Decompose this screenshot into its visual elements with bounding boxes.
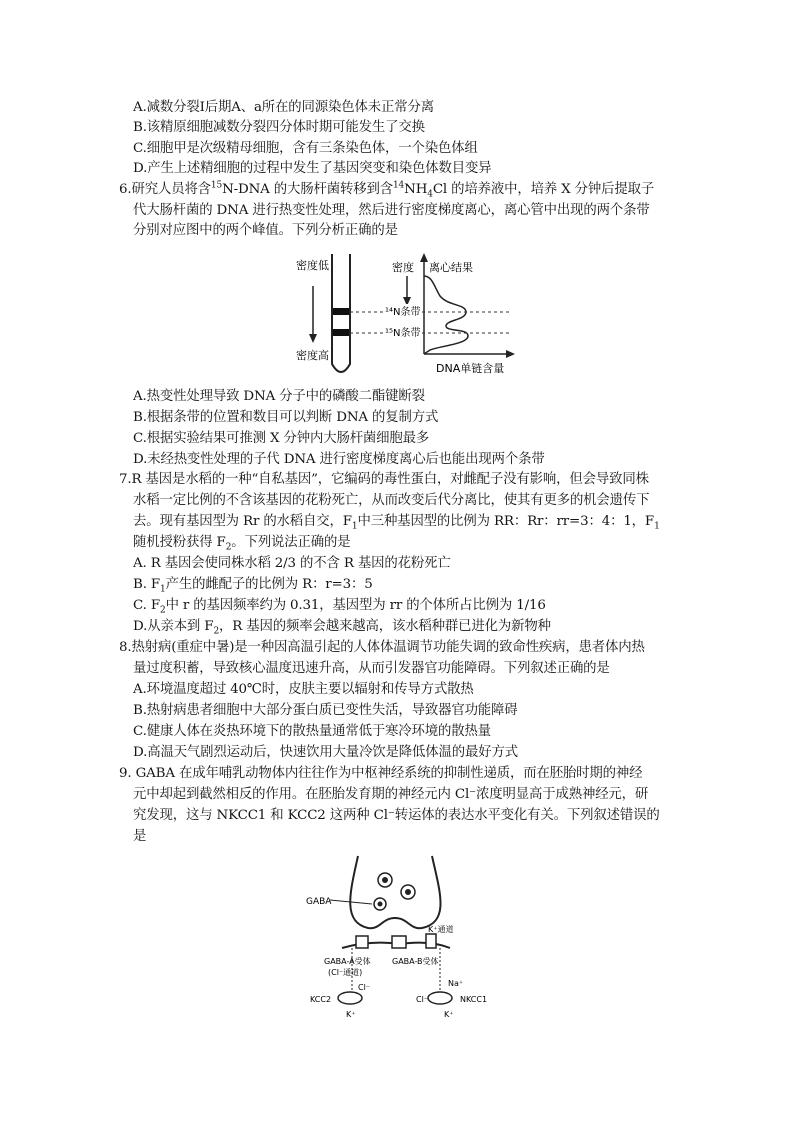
band-14n [333,308,349,315]
q9-stem-line-3: 究发现，这与 NKCC1 和 KCC2 这两种 Cl⁻转运体的表达水平变化有关。下列叙述错误的 [133,808,660,823]
q6-option-b: B.根据条带的位置和数目可以判断 DNA 的复制方式 [133,410,439,425]
label-k-channel: K⁺通道 [428,925,454,934]
q6-option-a: A.热变性处理导致 DNA 分子中的磷酸二酯键断裂 [133,389,425,404]
q6-option-c: C.根据实验结果可推测 X 分钟内大肠杆菌细胞最多 [133,431,430,446]
k-channel [426,934,436,948]
q7-option-d: D.从亲本到 $F_2$，R 基因的频率会越来越高，该水稻种群已进化为新物种 [133,619,551,637]
x-axis-label: DNA单链含量 [436,362,505,375]
label-14n-band: ¹⁴N条带 [385,307,421,318]
arrow-down-icon [309,334,317,343]
q7-stem-line-2: 水稻一定比例的不含该基因的花粉死亡，从而改变后代分离比，使其有更多的机会遗传下 [133,493,650,508]
q8-option-b: B.热射病患者细胞中大部分蛋白质已变性失活，导致器官功能障碍 [133,703,518,718]
graph-title: 离心结果 [429,261,473,274]
q7-option-a: A. R 基因会使同株水稻 2/3 的不含 R 基因的花粉死亡 [133,556,451,571]
q6-option-d: D.未经热变性处理的子代 DNA 进行密度梯度离心后也能出现两个条带 [133,452,545,467]
density-curve [424,276,468,354]
centrifuge-figure [280,246,520,386]
presynaptic-terminal [350,856,440,928]
label-cl-right: Cl⁻ [416,995,429,1004]
label-receptor-a-sub: (Cl⁻通道) [328,968,363,977]
q5-option-b: B.该精原细胞减数分裂四分体时期可能发生了交换 [133,120,425,135]
q8-option-a: A.环境温度超过 40℃时，皮肤主要以辐射和传导方式散热 [133,682,474,697]
q8-stem-line-1: 8.热射病(重症中暑)是一种因高温引起的人体体温调节功能失调的致命性疾病，患者体内热 [119,640,645,655]
kcc2-transporter [338,992,362,1004]
q7-option-b: B. $F_1$产生的雌配子的比例为 R：r=3：5 [133,577,373,595]
q9-stem-line-4: 是 [133,829,147,844]
label-gaba: GABA [306,897,332,907]
q8-option-d: D.高温天气剧烈运动后，快速饮用大量冷饮是降低体温的最好方式 [133,745,518,760]
q5-option-d: D.产生上述精细胞的过程中发生了基因突变和染色体数目变异 [133,161,492,176]
label-density-low: 密度低 [296,259,329,272]
label-nkcc1: NKCC1 [460,995,488,1004]
q7-stem-line-1: 7.R 基因是水稻的一种“自私基因”，它编码的毒性蛋白，对雌配子没有影响，但会导致同株 [119,472,649,487]
q6-stem-line-3: 分别对应图中的两个峰值。下列分析正确的是 [133,223,398,238]
label-kcc2: KCC2 [310,995,332,1004]
gaba-b-receptor [392,936,406,948]
graph-density-label: 密度 [392,261,414,274]
nkcc1-transporter [428,992,452,1004]
q7-stem-line-3: 去。现有基因型为 Rr 的水稻自交，$F_1$中三种基因型的比例为 RR：Rr：rr=3：4：1，$F_1$ [133,514,660,532]
q9-stem-line-2: 元中却起到截然相反的作用。在胚胎发育期的神经元内 Cl⁻浓度明显高于成熟神经元，研 [133,787,649,802]
label-15n-band: ¹⁵N条带 [385,328,421,339]
q9-stem-line-1: 9. GABA 在成年哺乳动物体内往往作为中枢神经系统的抑制性递质，而在胚胎时期的神经 [119,766,643,781]
q7-option-c: C. $F_2$中 r 的基因频率约为 0.31，基因型为 rr 的个体所占比例为 1/16 [133,598,546,616]
label-density-high: 密度高 [296,349,329,362]
label-na: Na⁺ [448,979,464,988]
q5-option-a: A.减数分裂Ⅰ后期A、a所在的同源染色体未正常分离 [133,100,434,115]
gaba-synapse-figure [300,852,510,1022]
band-15n [333,329,349,336]
q6-stem-line-1: 6.研究人员将含$^{15}$N-DNA 的大肠杆菌转移到含$^{14}NH_4Cl$ 的培养液中，培养 X 分钟后提取子 [119,180,655,200]
q5-option-c: C.细胞甲是次级精母细胞，含有三条染色体，一个染色体组 [133,141,478,156]
q7-stem-line-4: 随机授粉获得 $F_2$。下列说法正确的是 [133,535,351,553]
q6-stem-line-2: 代大肠杆菌的 DNA 进行热变性处理，然后进行密度梯度离心，离心管中出现的两个条带 [133,203,650,218]
label-k-right: K⁺ [444,1010,454,1019]
gaba-a-receptor [356,936,368,948]
q8-option-c: C.健康人体在炎热环境下的散热量通常低于寒冷环境的散热量 [133,724,491,739]
label-cl-left: Cl⁻ [358,983,371,992]
label-k-left: K⁺ [346,1010,356,1019]
q8-stem-line-2: 量过度积蓄，导致核心温度迅速升高，从而引发器官功能障碍。下列叙述正确的是 [133,661,610,676]
label-receptor-a: GABA-A受体 [324,957,371,966]
label-receptor-b: GABA-B受体 [392,957,439,966]
